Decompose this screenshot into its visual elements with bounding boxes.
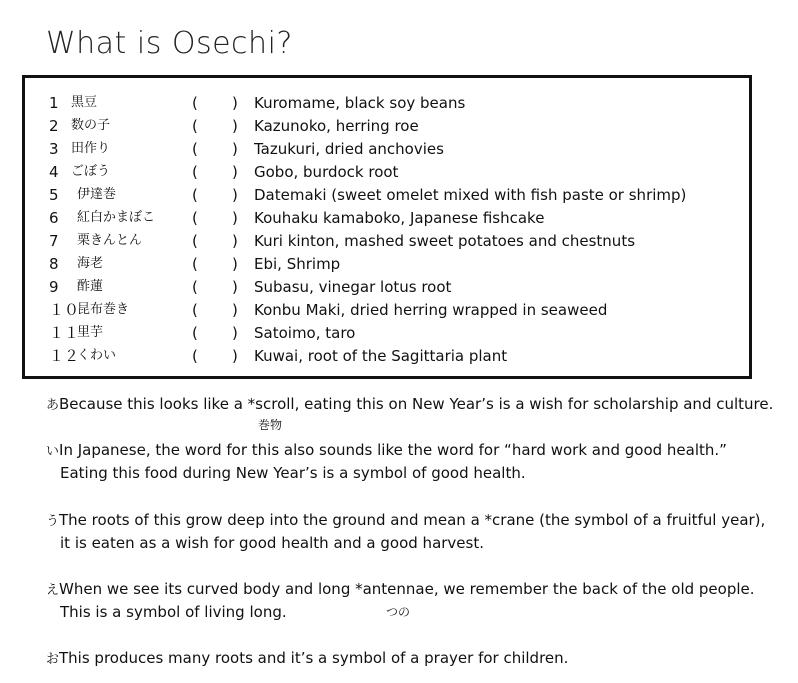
answer-blank-open: (: [192, 186, 198, 204]
item-english: Kuromame, black soy beans: [254, 94, 466, 112]
clue-text: This produces many roots and it’s a symbol of a prayer for children.: [59, 649, 569, 667]
clue-text: The roots of this grow deep into the ground and mean a *crane (the symbol of a fruitful year),: [59, 511, 766, 529]
list-item: [25, 115, 749, 137]
item-english: Ebi, Shrimp: [254, 255, 341, 273]
item-number: 5: [49, 186, 59, 204]
item-english: Datemaki (sweet omelet mixed with fish paste or shrimp): [254, 186, 687, 204]
answer-blank-open: (: [192, 140, 198, 158]
answer-blank-close: ): [232, 347, 238, 365]
answer-blank-close: ): [232, 209, 238, 227]
item-number: １１: [49, 324, 80, 342]
ruby-annotation: 巻物: [258, 418, 283, 432]
item-english: Kazunoko, herring roe: [254, 117, 419, 135]
item-japanese: 里芋: [77, 325, 104, 340]
item-japanese: 田作り: [71, 141, 111, 156]
item-english: Konbu Maki, dried herring wrapped in seaweed: [254, 301, 608, 319]
list-item: [25, 92, 749, 114]
answer-blank-open: (: [192, 255, 198, 273]
list-item: [25, 345, 749, 367]
item-number: 2: [49, 117, 59, 135]
list-item: [25, 184, 749, 206]
answer-blank-close: ): [232, 278, 238, 296]
list-item: [25, 207, 749, 229]
answer-blank-open: (: [192, 232, 198, 250]
item-english: Gobo, burdock root: [254, 163, 399, 181]
clue-marker: え: [46, 583, 60, 598]
list-item: [25, 161, 749, 183]
clue-marker: い: [46, 444, 60, 459]
answer-blank-close: ): [232, 301, 238, 319]
item-number: 9: [49, 278, 59, 296]
answer-blank-close: ): [232, 186, 238, 204]
clue-marker: あ: [46, 398, 60, 413]
list-item: [25, 138, 749, 160]
item-number: 4: [49, 163, 59, 181]
clue-i-continuation: Eating this food during New Year’s is a symbol of good health.: [60, 464, 526, 482]
clue-marker: お: [46, 652, 60, 667]
item-japanese: 酢蓮: [77, 279, 104, 294]
item-japanese: 数の子: [71, 118, 111, 133]
item-english: Tazukuri, dried anchovies: [254, 140, 444, 158]
answer-blank-close: ): [232, 255, 238, 273]
item-japanese: くわい: [77, 348, 117, 363]
clue-text: Because this looks like a *scroll, eating this on New Year’s is a wish for scholarship and culture.: [59, 395, 774, 413]
clue-e: [46, 578, 755, 602]
answer-blank-close: ): [232, 163, 238, 181]
item-number: 3: [49, 140, 59, 158]
item-english: Kuri kinton, mashed sweet potatoes and chestnuts: [254, 232, 636, 250]
page-title: What is Osechi?: [46, 26, 293, 61]
list-item: [25, 322, 749, 344]
answer-blank-open: (: [192, 278, 198, 296]
item-number: １０: [49, 301, 80, 319]
clue-o: [46, 647, 568, 671]
clue-text: In Japanese, the word for this also sounds like the word for “hard work and good health.”: [59, 441, 727, 459]
item-japanese: 海老: [77, 256, 104, 271]
clue-text: When we see its curved body and long *antennae, we remember the back of the old people.: [59, 580, 755, 598]
clue-marker: う: [46, 514, 60, 529]
clue-i: [46, 439, 727, 463]
answer-blank-close: ): [232, 94, 238, 112]
answer-blank-close: ): [232, 232, 238, 250]
list-item: [25, 230, 749, 252]
item-japanese: ごぼう: [71, 164, 111, 179]
clue-a: [46, 393, 773, 417]
answer-blank-open: (: [192, 117, 198, 135]
answer-blank-close: ): [232, 117, 238, 135]
item-number: 6: [49, 209, 59, 227]
clue-e-continuation: This is a symbol of living long.: [60, 603, 287, 621]
answer-blank-open: (: [192, 209, 198, 227]
item-number: 7: [49, 232, 59, 250]
item-english: Kouhaku kamaboko, Japanese fishcake: [254, 209, 545, 227]
clue-u: [46, 509, 765, 533]
item-number: 1: [49, 94, 59, 112]
item-english: Satoimo, taro: [254, 324, 356, 342]
item-number: １２: [49, 347, 80, 365]
item-english: Kuwai, root of the Sagittaria plant: [254, 347, 508, 365]
item-japanese: 伊達巻: [77, 187, 117, 202]
answer-blank-open: (: [192, 324, 198, 342]
item-japanese: 昆布巻き: [77, 302, 130, 317]
list-item: [25, 253, 749, 275]
ruby-annotation: つの: [386, 605, 411, 619]
list-item: [25, 299, 749, 321]
item-japanese: 黒豆: [71, 95, 98, 110]
item-japanese: 紅白かまぼこ: [77, 210, 156, 225]
clue-u-continuation: it is eaten as a wish for good health and a good harvest.: [60, 534, 484, 552]
answer-blank-close: ): [232, 324, 238, 342]
item-english: Subasu, vinegar lotus root: [254, 278, 452, 296]
answer-blank-open: (: [192, 94, 198, 112]
answer-blank-open: (: [192, 301, 198, 319]
item-number: 8: [49, 255, 59, 273]
answer-blank-close: ): [232, 140, 238, 158]
item-japanese: 栗きんとん: [77, 233, 143, 248]
quiz-box: [22, 75, 752, 379]
answer-blank-open: (: [192, 163, 198, 181]
answer-blank-open: (: [192, 347, 198, 365]
list-item: [25, 276, 749, 298]
